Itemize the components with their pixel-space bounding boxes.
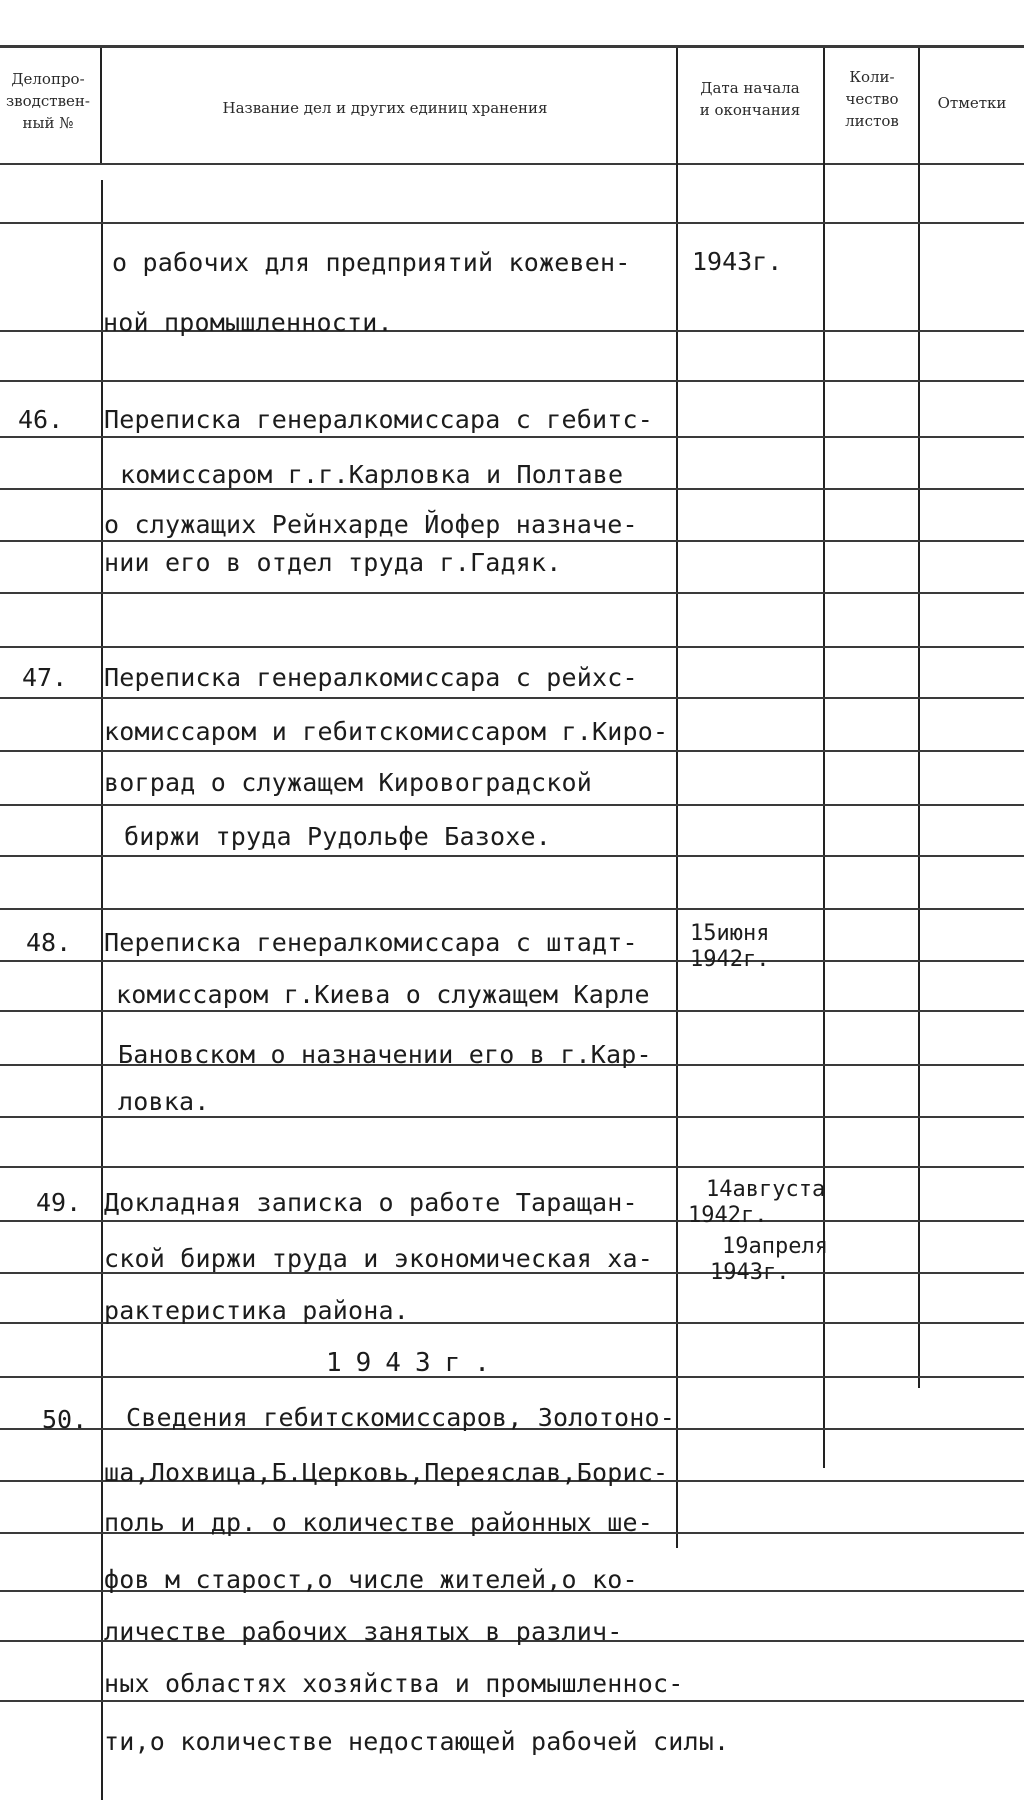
ruled-line (0, 436, 1024, 438)
entry-date: 1943г. (710, 1260, 790, 1285)
ruled-line (0, 222, 1024, 224)
column-rule (918, 48, 920, 1388)
entry-number: 46. (18, 405, 64, 434)
ruled-line (0, 1010, 1024, 1012)
header-col-number-line: ный № (22, 114, 74, 132)
entry-number: 47. (22, 663, 68, 692)
entry-line: Переписка генералкомиссара с штадт- (104, 928, 638, 957)
entry-number: 48. (26, 928, 72, 957)
entry-line: Сведения гебитскомиссаров, Золотоно- (126, 1403, 676, 1432)
entry-line: биржи труда Рудольфе Базохе. (124, 822, 552, 851)
entry-line: ных областях хозяйства и промышленнос- (104, 1669, 684, 1698)
entry-number: 49. (36, 1188, 82, 1217)
header-col-sheets-line: листов (845, 112, 899, 130)
entry-line: нии его в отдел труда г.Гадяк. (104, 548, 562, 577)
header-col-date (678, 77, 822, 121)
entry-line: личестве рабочих занятых в различ- (104, 1617, 623, 1646)
ruled-line (0, 1376, 1024, 1378)
entry-line: ловка. (118, 1087, 210, 1116)
ruled-line (0, 855, 1024, 857)
entry-line: комиссаром и гебитскомиссаром г.Киро- (104, 717, 669, 746)
header-col-date-line: и окончания (699, 101, 801, 119)
entry-date: 19апреля (722, 1234, 828, 1259)
ruled-line (0, 960, 1024, 962)
table-top-rule (0, 45, 1024, 48)
entry-date: 1942г. (690, 947, 770, 972)
header-col-notes: Отметки (937, 94, 1007, 112)
column-rule (100, 48, 102, 163)
ruled-line (0, 646, 1024, 648)
header-col-number-line: Делопро- (11, 70, 85, 88)
entry-line: ша,Лохвица,Б.Церковь,Переяслав,Борис- (104, 1458, 669, 1487)
entry-line: рактеристика района. (104, 1296, 410, 1325)
entry-line: ной промышленности. (103, 308, 393, 337)
entry-date: 1942г. (688, 1203, 768, 1228)
header-col-title: Название дел и других единиц хранения (222, 99, 548, 117)
entry-date: 1943г. (692, 247, 783, 276)
entry-line: комиссаром г.г.Карловка и Полтаве (120, 460, 624, 489)
entry-date: 14августа (706, 1177, 826, 1202)
year-heading: 1943г. (326, 1348, 504, 1378)
entry-line: фов м старост,о числе жителей,о ко- (104, 1565, 638, 1594)
header-col-number (0, 68, 96, 134)
ruled-line (0, 804, 1024, 806)
entry-line: Докладная записка о работе Таращан- (104, 1188, 638, 1217)
entry-line: Переписка генералкомиссара с гебитс- (104, 405, 654, 434)
ruled-line (0, 697, 1024, 699)
column-rule (101, 180, 103, 1800)
ruled-line (0, 1700, 1024, 1702)
entry-date: 15июня (690, 921, 770, 946)
entry-line: ти,о количестве недостающей рабочей силы. (104, 1727, 730, 1756)
ruled-line (0, 592, 1024, 594)
entry-line: воград о служащем Кировоградской (104, 768, 593, 797)
ruled-line (0, 750, 1024, 752)
header-col-sheets-line: Коли- (849, 68, 895, 86)
header-bottom-rule (0, 163, 1024, 165)
ruled-line (0, 380, 1024, 382)
header-col-sheets-line: чество (845, 90, 899, 108)
ruled-line (0, 1166, 1024, 1168)
entry-line: комиссаром г.Киева о служащем Карле (116, 980, 650, 1009)
ruled-line (0, 540, 1024, 542)
entry-line: Бановском о назначении его в г.Кар- (118, 1040, 652, 1069)
header-col-date-line: Дата начала (700, 79, 800, 97)
ruled-line (0, 1220, 1024, 1222)
header-col-number-line: зводствен- (6, 92, 90, 110)
entry-line: о рабочих для предприятий кожевен- (112, 248, 631, 277)
entry-line: Переписка генералкомиссара с рейхс- (104, 663, 638, 692)
entry-line: поль и др. о количестве районных ше- (104, 1508, 654, 1537)
entry-number: 50. (42, 1405, 88, 1434)
entry-line: о служащих Рейнхарде Йофер назначе- (104, 510, 638, 539)
ruled-line (0, 908, 1024, 910)
entry-line: ской биржи труда и экономическая ха- (104, 1244, 654, 1273)
header-col-sheets (826, 66, 918, 132)
ruled-line (0, 1116, 1024, 1118)
